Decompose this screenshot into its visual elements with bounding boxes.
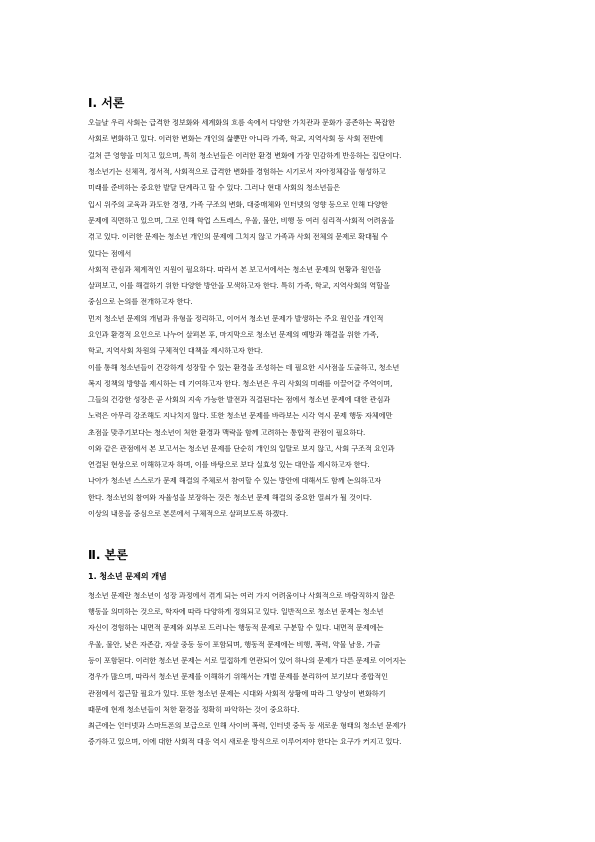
body-line: 이와 같은 관점에서 본 보고서는 청소년 문제를 단순히 개인의 일탈로 보지 않고, 사회 구조적 요인과 [88, 445, 395, 453]
body-line: 최근에는 인터넷과 스마트폰의 보급으로 인해 사이버 폭력, 인터넷 중독 등 새로운 형태의 청소년 문제가 [88, 722, 407, 730]
body-line: 행동을 의미하는 것으로, 학자에 따라 다양하게 정의되고 있다. 일반적으로 청소년 문제는 청소년 [88, 608, 384, 616]
body-line: 이를 통해 청소년들이 건강하게 성장할 수 있는 환경을 조성하는 데 필요한 시사점을 도출하고, 청소년 [88, 364, 400, 372]
body-line: 걸쳐 큰 영향을 미치고 있으며, 특히 청소년들은 이러한 환경 변화에 가장 민감하게 반응하는 집단이다. [88, 152, 402, 160]
body-line: 문제에 직면하고 있으며, 그로 인해 학업 스트레스, 우울, 불안, 비행 등 여러 심리적·사회적 어려움을 [88, 217, 395, 225]
body-line: 그들의 건강한 성장은 곧 사회의 지속 가능한 발전과 직결된다는 점에서 청소년 문제에 대한 관심과 [88, 396, 391, 404]
body-line: 겪고 있다. 이러한 문제는 청소년 개인의 문제에 그치지 않고 가족과 사회 전체의 문제로 확대될 수 [88, 233, 388, 241]
body-line: 초점을 맞추기보다는 청소년이 처한 환경과 맥락을 함께 고려하는 통합적 관점이 필요하다. [88, 429, 366, 437]
body-line: 사회적 관심과 체계적인 지원이 필요하다. 따라서 본 보고서에서는 청소년 문제의 현황과 원인을 [88, 266, 382, 274]
section-heading-body: Ⅱ. 본론 [88, 548, 128, 562]
body-line: 미래를 준비하는 중요한 발달 단계라고 할 수 있다. 그러나 현대 사회의 청소년들은 [88, 184, 341, 192]
subsection-heading: 1. 청소년 문제의 개념 [88, 572, 167, 581]
body-line: 나아가 청소년 스스로가 문제 해결의 주체로서 참여할 수 있는 방안에 대해서도 함께 논의하고자 [88, 477, 382, 485]
body-line: 청소년 문제란 청소년이 성장 과정에서 겪게 되는 여러 가지 어려움이나 사회적으로 바람직하지 않은 [88, 592, 395, 600]
body-line: 자신이 경험하는 내면적 문제와 외부로 드러나는 행동적 문제로 구분할 수 있다. 내면적 문제에는 [88, 624, 384, 632]
body-line: 한다. 청소년의 참여와 자율성을 보장하는 것은 청소년 문제 해결의 중요한 열쇠가 될 것이다. [88, 494, 372, 502]
body-line: 노력은 아무리 강조해도 지나치지 않다. 또한 청소년 문제를 바라보는 시각 역시 문제 행동 자체에만 [88, 412, 393, 420]
body-line: 살펴보고, 이를 해결하기 위한 다양한 방안을 모색하고자 한다. 특히 가족, 학교, 지역사회의 역할을 [88, 282, 390, 290]
section-heading-introduction: Ⅰ. 서론 [88, 96, 125, 110]
body-line: 입시 위주의 교육과 과도한 경쟁, 가족 구조의 변화, 대중매체와 인터넷의 영향 등으로 인해 다양한 [88, 201, 388, 209]
body-line: 먼저 청소년 문제의 개념과 유형을 정리하고, 이어서 청소년 문제가 발생하는 주요 원인을 개인적 [88, 315, 384, 323]
body-line: 등이 포함된다. 이러한 청소년 문제는 서로 밀접하게 연관되어 있어 하나의 문제가 다른 문제로 이어지는 [88, 657, 407, 665]
body-line: 있다는 점에서 [88, 250, 132, 258]
body-line: 학교, 지역사회 차원의 구체적인 대책을 제시하고자 한다. [88, 347, 263, 355]
body-line: 요인과 환경적 요인으로 나누어 살펴본 후, 마지막으로 청소년 문제의 예방과 해결을 위한 가족, [88, 331, 379, 339]
body-line: 청소년기는 신체적, 정서적, 사회적으로 급격한 변화를 경험하는 시기로서 자아정체감을 형성하고 [88, 168, 386, 176]
body-line: 오늘날 우리 사회는 급격한 정보화와 세계화의 흐름 속에서 다양한 가치관과 문화가 공존하는 복잡한 [88, 119, 395, 127]
body-line: 복지 정책의 방향을 제시하는 데 기여하고자 한다. 청소년은 우리 사회의 미래를 이끌어갈 주역이며, [88, 380, 393, 388]
body-line: 증가하고 있으며, 이에 대한 사회적 대응 역시 새로운 방식으로 이루어져야 한다는 요구가 커지고 있다. [88, 738, 402, 746]
body-line: 경우가 많으며, 따라서 청소년 문제를 이해하기 위해서는 개별 문제를 분리하여 보기보다 종합적인 [88, 673, 388, 681]
body-line: 중심으로 논의를 전개하고자 한다. [88, 298, 193, 306]
body-line: 관점에서 접근할 필요가 있다. 또한 청소년 문제는 시대와 사회적 상황에 따라 그 양상이 변화하기 [88, 690, 386, 698]
body-line: 때문에 현재 청소년들이 처한 환경을 정확히 파악하는 것이 중요하다. [88, 706, 300, 714]
body-line: 사회로 변화하고 있다. 이러한 변화는 개인의 삶뿐만 아니라 가족, 학교, 지역사회 등 사회 전반에 [88, 135, 383, 143]
body-line: 연결된 현상으로 이해하고자 하며, 이를 바탕으로 보다 실효성 있는 대안을 제시하고자 한다. [88, 461, 370, 469]
body-line: 이상의 내용을 중심으로 본론에서 구체적으로 살펴보도록 하겠다. [88, 510, 289, 518]
body-line: 우울, 불안, 낮은 자존감, 자살 충동 등이 포함되며, 행동적 문제에는 비행, 폭력, 약물 남용, 가출 [88, 641, 381, 649]
